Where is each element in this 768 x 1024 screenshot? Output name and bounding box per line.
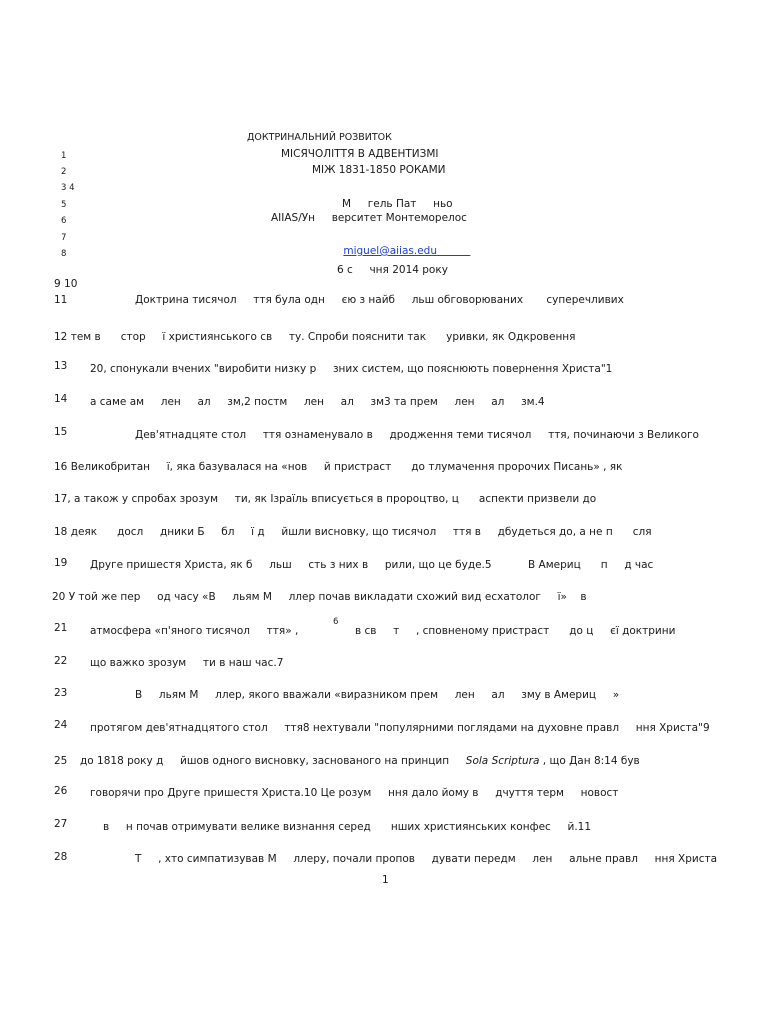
doc-subtitle-1: МІСЯЧОЛІТТЯ В АДВЕНТИЗМІ — [281, 148, 439, 160]
body-line-14: а саме ам лен ал зм,2 постм лен ал зм3 та прем лен ал зм.4 — [90, 396, 545, 408]
body-line-23: В льям М ллер, якого вважали «виразником прем лен ал зму в Америц » — [135, 689, 620, 701]
line-number: 3 4 — [61, 183, 75, 193]
doc-title: ДОКТРИНАЛЬНИЙ РОЗВИТОК — [247, 132, 392, 143]
body-line-28: Т , хто симпатизував М ллеру, почали пропов дувати передм лен альне правл ння Христа — [135, 853, 718, 865]
body-line-25-text: до 1818 року д йшов одного висновку, заснованого на принцип — [80, 755, 466, 767]
body-line-20: 20 У той же пер од часу «В льям М ллер почав викладати схожий вид есхатолог ї» в — [52, 591, 587, 603]
body-line-25-end: , що Дан 8:14 був — [539, 755, 640, 767]
doc-date: 6 с чня 2014 року — [337, 264, 448, 276]
line-number: 23 — [54, 687, 68, 699]
line-number: 7 — [61, 233, 67, 243]
body-line-21b: в св т , сповненому пристраст до ц єї доктрини — [355, 625, 676, 637]
author-affiliation: AIIAS/Ун верситет Монтеморелос — [271, 212, 467, 224]
body-line-16: 16 Великобритан ї, яка базувалася на «нов й пристраст до тлумачення пророчих Писань» , як — [54, 461, 623, 473]
body-line-13: 20, спонукали вчених "виробити низку р зних систем, що пояснюють повернення Христа"1 — [90, 363, 613, 375]
line-number: 6 — [61, 216, 67, 226]
body-line-25 — [80, 755, 640, 768]
line-number: 24 — [54, 719, 68, 731]
line-number: 15 — [54, 426, 68, 438]
body-line-12: 12 тем в стор ї християнського св ту. Спроби пояснити так уривки, як Одкровення — [54, 331, 576, 343]
line-number: 26 — [54, 785, 68, 797]
line-number: 22 — [54, 655, 68, 667]
line-number: 27 — [54, 818, 68, 830]
body-line-22: що важко зрозум ти в наш час.7 — [90, 657, 284, 669]
body-line-15: Дев'ятнадцяте стол ття ознаменувало в дродження теми тисячол ття, починаючи з Великого — [135, 429, 699, 441]
doc-subtitle-2: МІЖ 1831-1850 РОКАМИ — [312, 164, 446, 176]
author-name: М гель Пат ньо — [342, 198, 453, 210]
line-number: 13 — [54, 360, 68, 372]
line-number: 14 — [54, 393, 68, 405]
body-line-18: 18 деяк досл дники Б бл ї д йшли висновку, що тисячол ття в дбудеться до, а не п сля — [54, 526, 652, 538]
line-number: 5 — [61, 200, 67, 210]
sola-scriptura: Sola Scriptura — [465, 755, 540, 767]
body-line-19a: Друге пришестя Христа, як б льш сть з них в рили, що це буде.5 — [90, 559, 492, 571]
body-line-26: говорячи про Друге пришестя Христа.10 Це розум ння дало йому в дчуття терм новост — [90, 787, 619, 799]
line-number: 2 — [61, 167, 67, 177]
footnote-ref-6: 6 — [333, 617, 339, 627]
line-number: 28 — [54, 851, 68, 863]
body-line-19b: В Америц п д час — [528, 559, 654, 571]
body-line-11: Доктрина тисячол ття була одн єю з найб льш обговорюваних суперечливих — [135, 294, 624, 306]
body-line-27: в н почав отримувати велике визнання серед нших християнських конфес й.11 — [103, 821, 592, 833]
page-number: 1 — [382, 874, 389, 886]
email-link[interactable]: miguel@aiias.edu — [343, 245, 437, 257]
body-line-21a: атмосфера «п'яного тисячол ття» , — [90, 625, 299, 637]
line-number: 9 10 — [54, 278, 78, 290]
email-underline-trail — [437, 245, 470, 257]
body-line-17: 17, а також у спробах зрозум ти, як Ізраїль вписується в пророцтво, ц аспекти призвели до — [54, 493, 597, 505]
body-line-24: протягом дев'ятнадцятого стол ття8 нехтували "популярними поглядами на духовне правл ння Христа"9 — [90, 722, 710, 734]
line-number: 21 — [54, 622, 68, 634]
line-number: 11 — [54, 294, 68, 306]
line-number: 1 — [61, 151, 67, 161]
line-number: 25 — [54, 755, 68, 767]
line-number: 8 — [61, 249, 67, 259]
line-number: 19 — [54, 557, 68, 569]
